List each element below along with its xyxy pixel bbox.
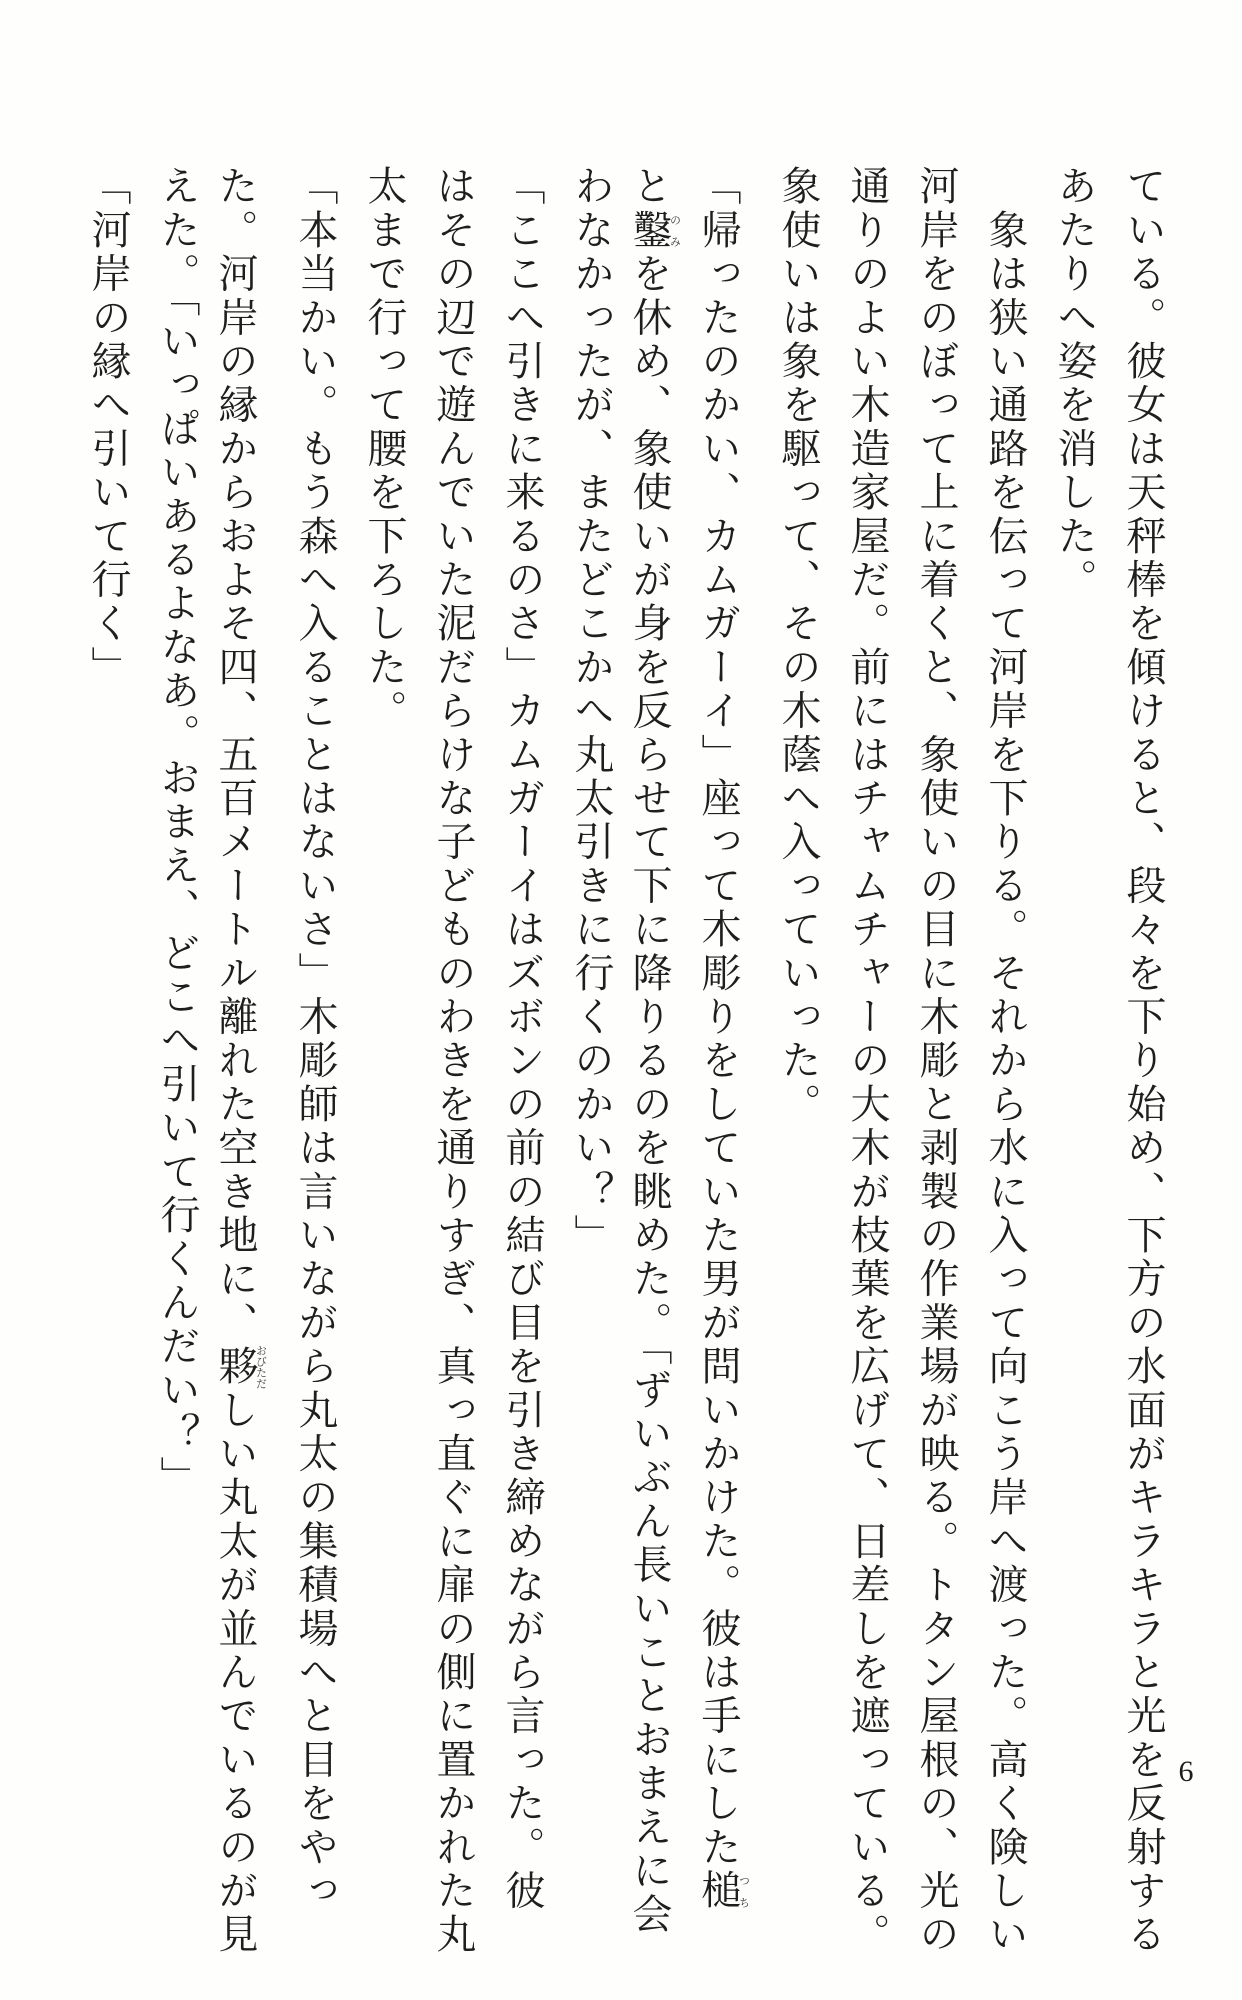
text-line-6: 象使いは象を駆って、その木蔭へ入っていった。 bbox=[775, 165, 821, 1127]
text-line-9: わなかったが、またどこかへ丸太引きに行くのかい？」 bbox=[568, 165, 614, 1258]
text-line-2: あたりへ姿を消した。 bbox=[1051, 165, 1097, 602]
text-line-1: ている。彼女は天秤棒を傾けると、段々を下り始め、下方の水面がキラキラと光を反射する bbox=[1120, 165, 1166, 1957]
text-line-12: 太まで行って腰を下ろした。 bbox=[361, 165, 407, 734]
text-line-5: 通りのよい木造家屋だ。前にはチャムチャーの大木が枝葉を広げて、日差しを遮っている。 bbox=[844, 165, 890, 1957]
text-line-7: 「帰ったのかい、カムガーイ」座って木彫りをしていた男が問いかけた。彼は手にした槌つち bbox=[695, 165, 751, 1914]
text-line-13: 「本当かい。もう森へ入ることはないさ」木彫師は言いながら丸太の集積場へと目をやっ bbox=[292, 165, 338, 1913]
vertical-text-body bbox=[85, 165, 1166, 1957]
text-line-14: た。河岸の縁からおよそ四、五百メートル離れた空き地に、夥おびただしい丸太が並んでいるのが見 bbox=[212, 165, 268, 1957]
furigana-obitadashii: 夥おびただ bbox=[212, 1344, 268, 1389]
furigana-nomi: 鑿のみ bbox=[626, 208, 682, 253]
text-line-11: はその辺で遊んでいた泥だらけな子どものわきを通りすぎ、真っ直ぐに扉の側に置かれた丸 bbox=[430, 165, 476, 1957]
text-line-15: えた。「いっぱいあるよなあ。おまえ、どこへ引いて行くんだい？」 bbox=[154, 165, 200, 1500]
text-line-4: 河岸をのぼって上に着くと、象使いの目に木彫と剥製の作業場が映る。トタン屋根の、光の bbox=[913, 165, 959, 1957]
page-number: 6 bbox=[1178, 1755, 1194, 1788]
furigana-tsuchi: 槌つち bbox=[695, 1869, 751, 1914]
text-line-10: 「ここへ引きに来るのさ」カムガーイはズボンの前の結び目を引き締めながら言った。彼 bbox=[499, 165, 545, 1913]
text-line-16: 「河岸の縁へ引いて行く」 bbox=[85, 165, 131, 690]
text-line-8: と鑿のみを休め、象使いが身を反らせて下に降りるのを眺めた。「ずいぶん長いことおまえに会 bbox=[626, 165, 682, 1937]
text-line-3: 象は狭い通路を伝って河岸を下りる。それから水に入って向こう岸へ渡った。高く険しい bbox=[982, 165, 1028, 1957]
